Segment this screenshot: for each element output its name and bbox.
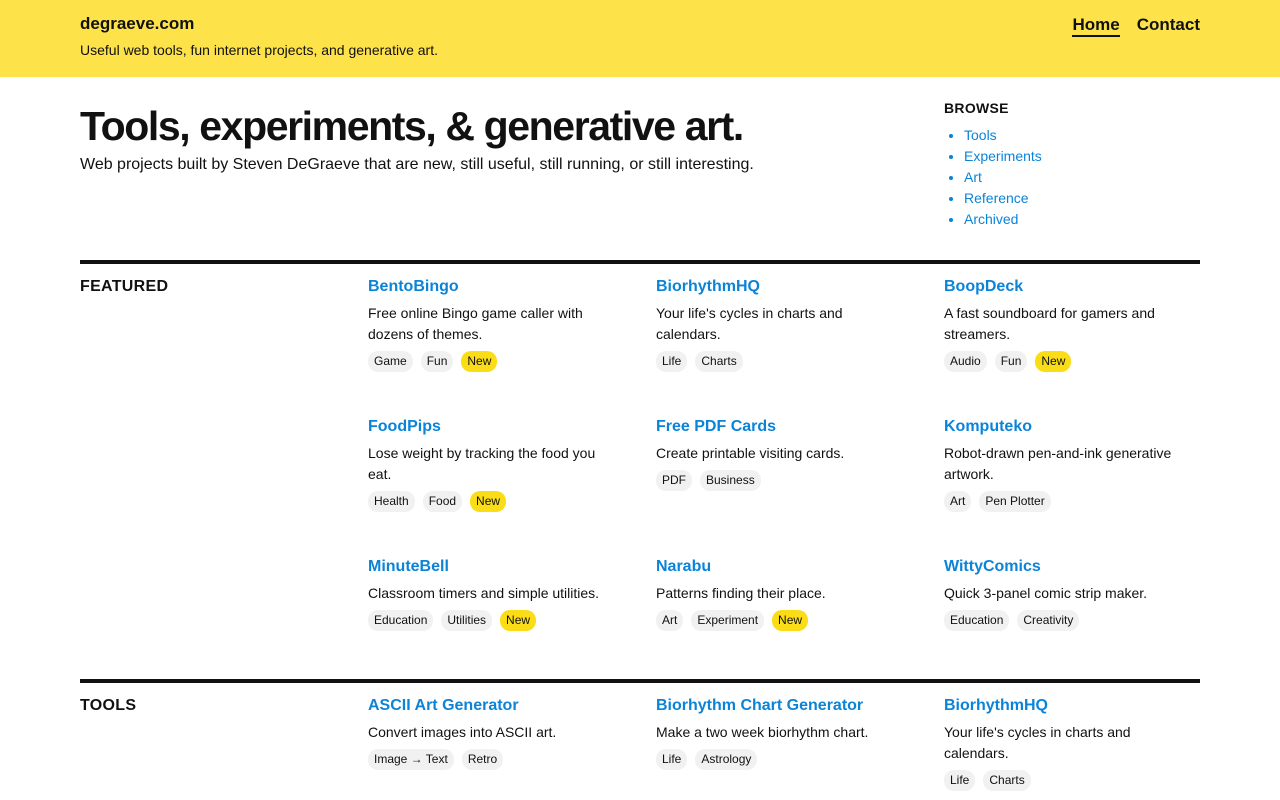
tag[interactable]: Fun xyxy=(995,351,1028,372)
tag-list xyxy=(368,749,656,770)
project-description: Lose weight by tracking the food you eat. xyxy=(368,445,596,482)
tag-list xyxy=(656,470,944,491)
browse-title: BROWSE xyxy=(944,100,1009,116)
tag[interactable]: PDF xyxy=(656,470,692,491)
browse-link-art[interactable]: Art xyxy=(964,169,982,185)
project-description: Robot-drawn pen-and-ink generative artwork. xyxy=(944,445,1172,482)
project-description: Make a two week biorhythm chart. xyxy=(656,724,869,740)
tag-list xyxy=(944,610,1200,631)
tag[interactable]: Game xyxy=(368,351,413,372)
browse-item xyxy=(964,167,1042,188)
project-link-bentobingo[interactable]: BentoBingo xyxy=(368,278,459,295)
browse-link-experiments[interactable]: Experiments xyxy=(964,148,1042,164)
browse-menu xyxy=(944,100,1042,230)
tag-list xyxy=(368,610,656,631)
browse-item xyxy=(964,125,1042,146)
project-description: Classroom timers and simple utilities. xyxy=(368,585,600,601)
project-card xyxy=(368,404,656,544)
tag[interactable]: Utilities xyxy=(441,610,492,631)
project-description: Your life's cycles in charts and calendars. xyxy=(656,305,843,342)
tag[interactable]: Audio xyxy=(944,351,987,372)
tag[interactable]: Pen Plotter xyxy=(979,491,1050,512)
featured-title: FEATURED xyxy=(80,278,169,295)
tag[interactable]: Art xyxy=(656,610,683,631)
tools-title: TOOLS xyxy=(80,697,137,714)
project-card xyxy=(656,544,944,679)
tag[interactable]: Art xyxy=(944,491,971,512)
tag-list xyxy=(944,491,1200,512)
tag[interactable]: Life xyxy=(656,351,687,372)
project-link-biorhythmhq[interactable]: BiorhythmHQ xyxy=(944,697,1048,714)
hero xyxy=(0,77,1280,260)
project-card xyxy=(944,264,1200,404)
project-description: A fast soundboard for gamers and streamers. xyxy=(944,305,1155,342)
tag-list xyxy=(656,351,944,372)
project-card xyxy=(368,264,656,404)
tag[interactable]: Astrology xyxy=(695,749,757,770)
tag[interactable]: Life xyxy=(656,749,687,770)
browse-item xyxy=(964,209,1042,230)
project-description: Free online Bingo game caller with dozens of themes. xyxy=(368,305,583,342)
tag[interactable]: Business xyxy=(700,470,761,491)
nav-contact-link[interactable]: Contact xyxy=(1136,15,1200,34)
tools-section xyxy=(80,679,1200,800)
project-card xyxy=(656,683,944,800)
tag[interactable]: Charts xyxy=(983,770,1030,791)
project-description: Create printable visiting cards. xyxy=(656,445,845,461)
project-link-ascii-art-generator[interactable]: ASCII Art Generator xyxy=(368,697,519,714)
project-description: Patterns finding their place. xyxy=(656,585,826,601)
browse-item xyxy=(964,188,1042,209)
project-link-minutebell[interactable]: MinuteBell xyxy=(368,558,449,575)
site-tagline: Useful web tools, fun internet projects, and generative art. xyxy=(80,42,438,58)
tag[interactable]: Image → Text xyxy=(368,749,454,770)
tag[interactable]: Retro xyxy=(462,749,503,770)
page-subtitle: Web projects built by Steven DeGraeve that are new, still useful, still running, or still interesting. xyxy=(80,156,754,173)
project-card xyxy=(368,683,656,800)
project-card xyxy=(944,544,1200,679)
tag-new[interactable]: New xyxy=(461,351,497,372)
nav-home-link[interactable]: Home xyxy=(1072,14,1119,37)
project-link-boopdeck[interactable]: BoopDeck xyxy=(944,278,1024,295)
browse-item xyxy=(964,146,1042,167)
tag-list xyxy=(368,351,656,372)
tag-list xyxy=(656,610,944,631)
tag[interactable]: Life xyxy=(944,770,975,791)
tag-new[interactable]: New xyxy=(500,610,536,631)
project-link-wittycomics[interactable]: WittyComics xyxy=(944,558,1041,575)
tag-new[interactable]: New xyxy=(1035,351,1071,372)
page-title: Tools, experiments, & generative art. xyxy=(80,103,743,149)
project-description: Convert images into ASCII art. xyxy=(368,724,557,740)
browse-link-archived[interactable]: Archived xyxy=(964,211,1019,227)
tag-new[interactable]: New xyxy=(772,610,808,631)
tag[interactable]: Health xyxy=(368,491,415,512)
tag[interactable]: Experiment xyxy=(691,610,764,631)
main-nav xyxy=(1072,14,1200,37)
tag[interactable]: Charts xyxy=(695,351,742,372)
project-link-narabu[interactable]: Narabu xyxy=(656,558,712,575)
tag[interactable]: Education xyxy=(944,610,1009,631)
project-link-biorhythmhq[interactable]: BiorhythmHQ xyxy=(656,278,760,295)
project-link-biorhythm-chart-generator[interactable]: Biorhythm Chart Generator xyxy=(656,697,864,714)
tag[interactable]: Creativity xyxy=(1017,610,1079,631)
project-card xyxy=(656,404,944,544)
tag[interactable]: Fun xyxy=(421,351,454,372)
tag-list xyxy=(656,749,944,770)
tag[interactable]: Food xyxy=(423,491,462,512)
project-card xyxy=(944,404,1200,544)
project-card xyxy=(656,264,944,404)
project-description: Quick 3-panel comic strip maker. xyxy=(944,585,1148,601)
tag-list xyxy=(944,351,1200,372)
tag-list xyxy=(368,491,656,512)
project-description: Your life's cycles in charts and calendars. xyxy=(944,724,1131,761)
project-link-komputeko[interactable]: Komputeko xyxy=(944,418,1032,435)
site-header xyxy=(0,0,1280,77)
project-card xyxy=(944,683,1200,800)
tools-grid xyxy=(368,683,1200,800)
project-link-foodpips[interactable]: FoodPips xyxy=(368,418,441,435)
featured-section xyxy=(80,260,1200,679)
browse-link-tools[interactable]: Tools xyxy=(964,127,997,143)
tag-new[interactable]: New xyxy=(470,491,506,512)
tag-list xyxy=(944,770,1200,791)
project-card xyxy=(368,544,656,679)
featured-grid xyxy=(368,264,1200,679)
tag[interactable]: Education xyxy=(368,610,433,631)
site-brand-link[interactable]: degraeve.com xyxy=(80,14,195,33)
browse-link-reference[interactable]: Reference xyxy=(964,190,1029,206)
project-link-free-pdf-cards[interactable]: Free PDF Cards xyxy=(656,418,777,435)
